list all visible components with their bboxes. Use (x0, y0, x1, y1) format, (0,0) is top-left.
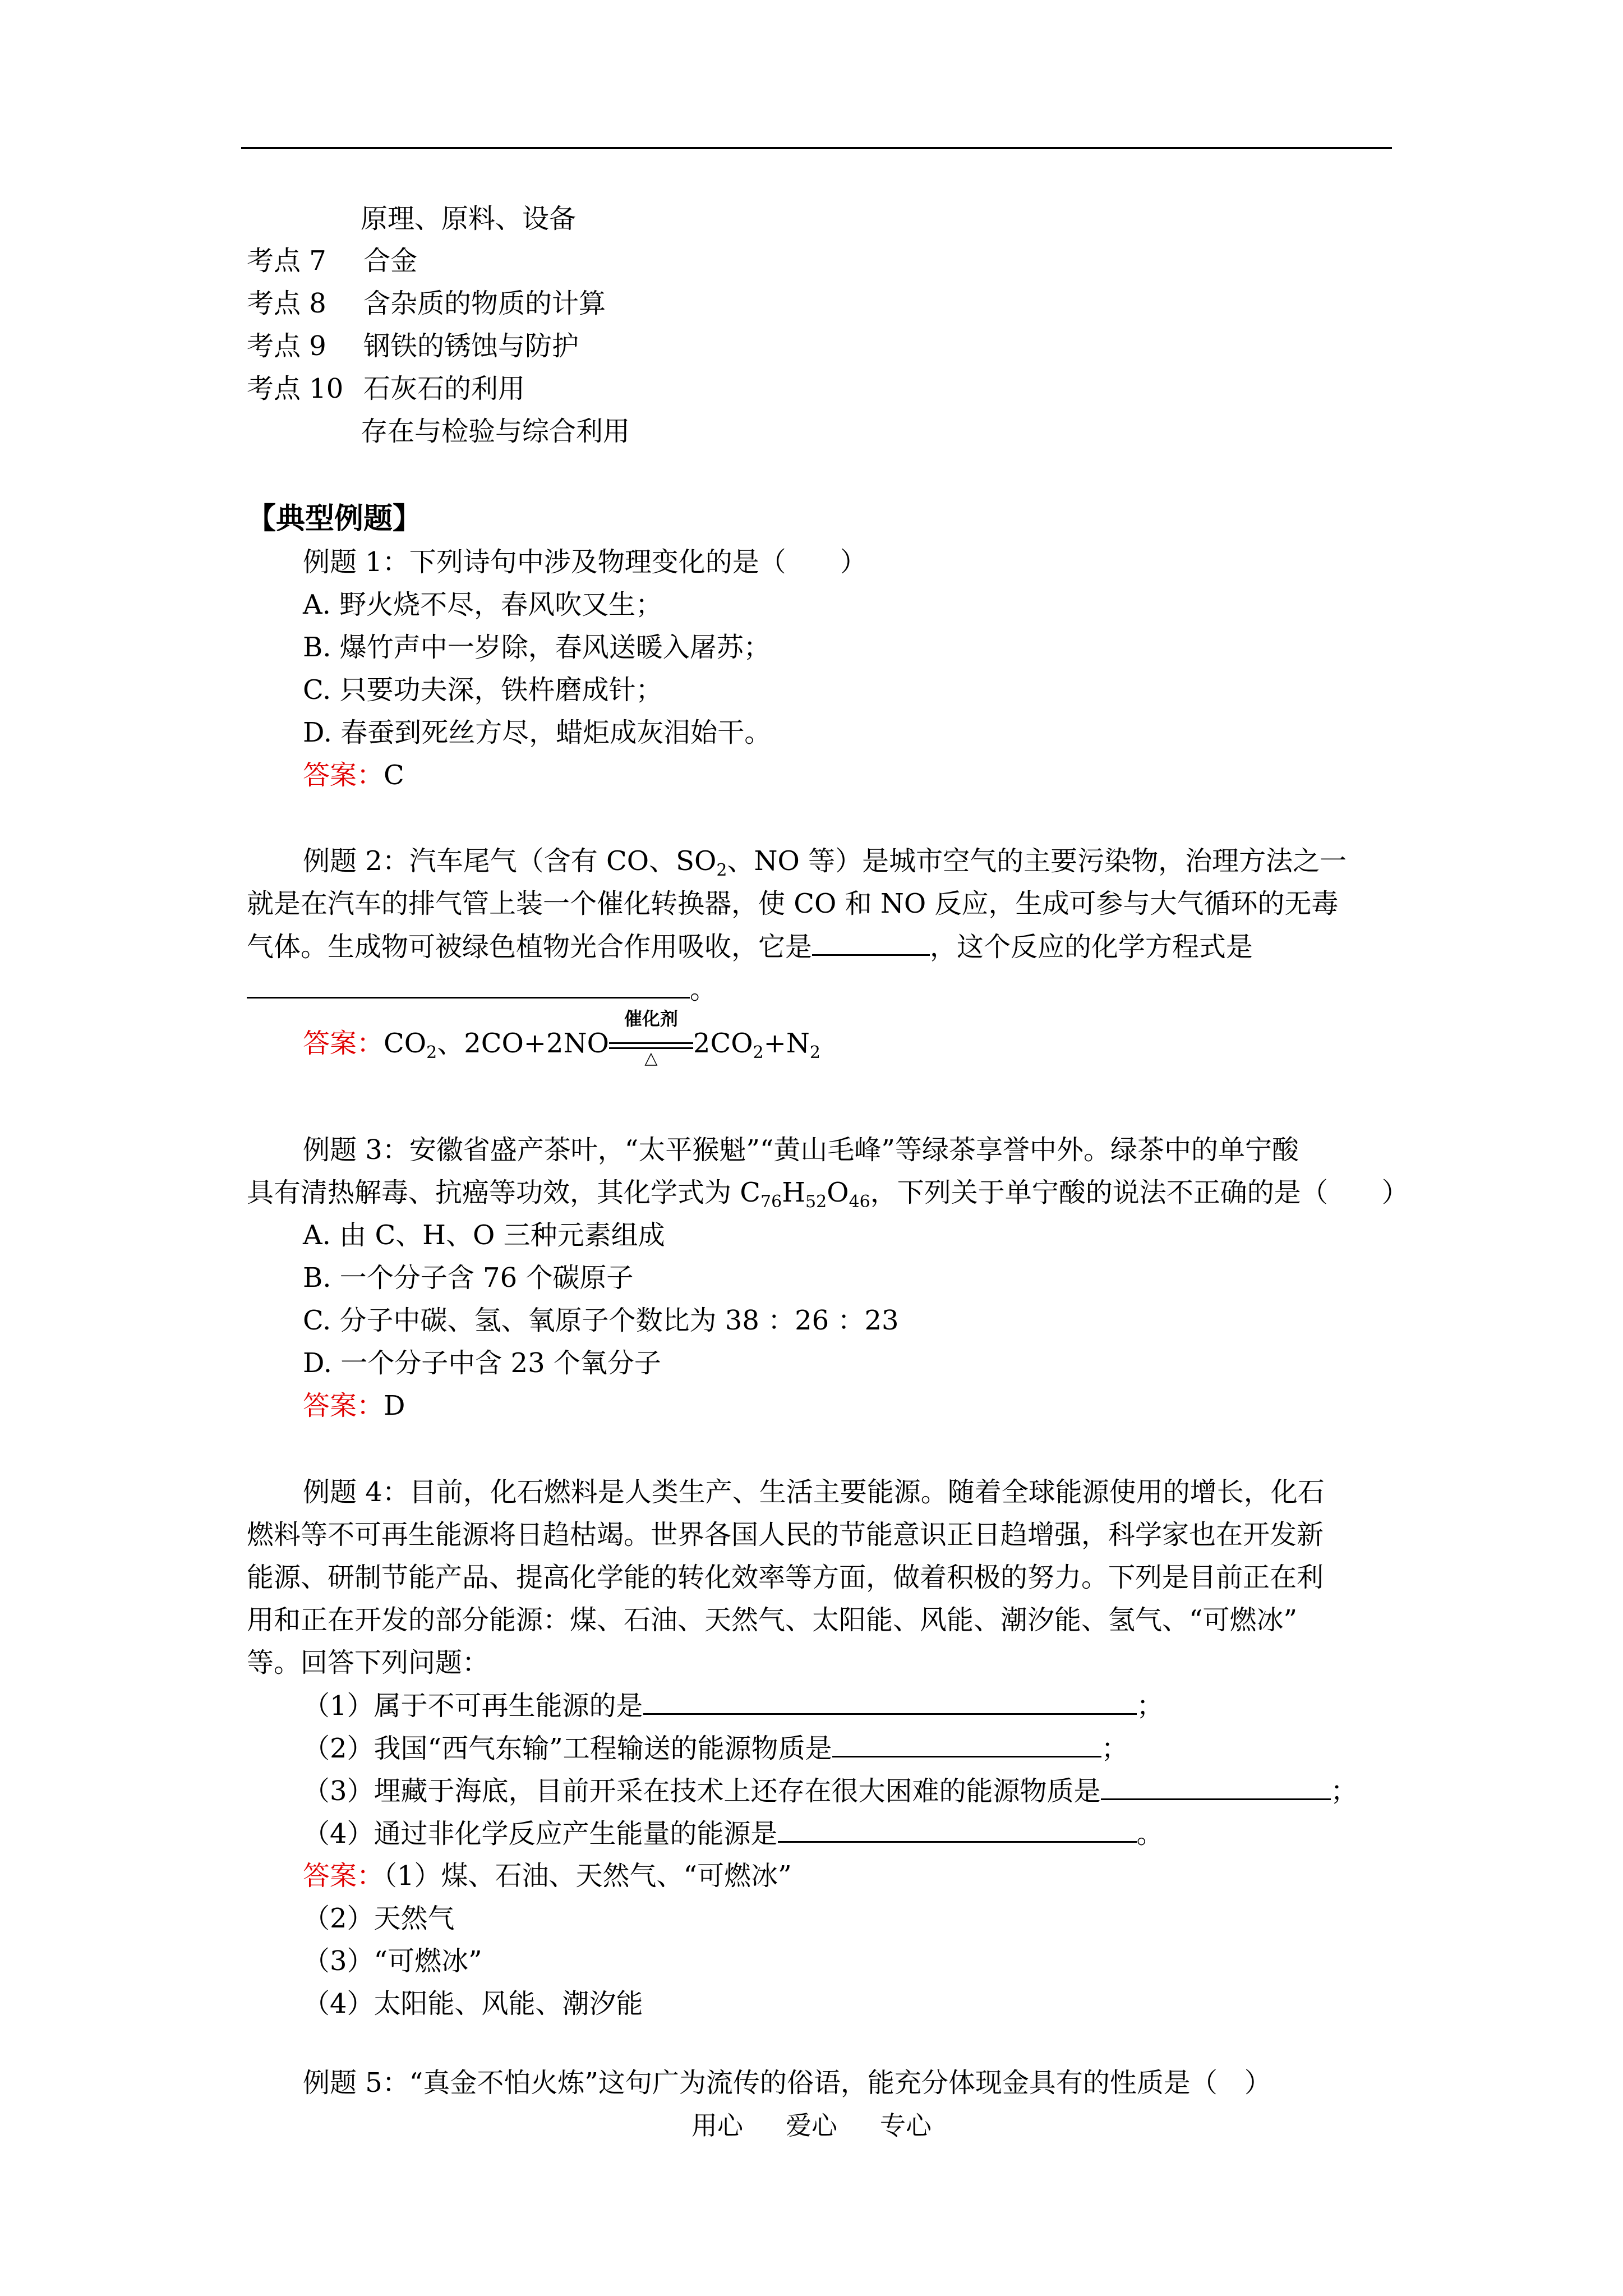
ex1-answer (303, 758, 404, 792)
page-footer (0, 2105, 1623, 2142)
text: （2）我国“西气东输”工程输送的能源物质是 (303, 1733, 832, 1764)
footer-item: 爱心 (786, 2110, 837, 2141)
answer-value: （1）煤、石油、天然气、“可燃冰” (384, 1860, 792, 1892)
text: 气体。生成物可被绿色植物光合作用吸收，它是 (247, 931, 813, 963)
ex4-line-5: 等。回答下列问题： (247, 1647, 490, 1678)
kaodian-text: 钢铁的锈蚀与防护 (363, 330, 579, 362)
ex4-line-4: 用和正在开发的部分能源：煤、石油、天然气、太阳能、风能、潮汐能、氢气、“可燃冰” (247, 1604, 1298, 1636)
kaodian-item (247, 372, 525, 406)
kaodian-item (247, 287, 606, 320)
subscript: 2 (809, 1043, 820, 1062)
kaodian-number: 考点 7 (247, 245, 326, 277)
kaodian-item (247, 329, 579, 363)
heat-symbol: △ (644, 1048, 658, 1068)
fill-blank[interactable] (812, 930, 930, 956)
text: 、NO 等）是城市空气的主要污染物，治理方法之一 (727, 845, 1347, 877)
text: ； (1330, 1775, 1358, 1807)
subscript: 2 (426, 1043, 437, 1062)
subscript: 52 (805, 1192, 827, 1212)
ex3-option-b: B. 一个分子含 76 个碳原子 (303, 1262, 634, 1294)
fill-blank[interactable] (643, 1688, 1137, 1715)
kaodian-text: 合金 (363, 245, 418, 277)
ex4-answer-1 (303, 1859, 792, 1893)
ex4-answer-4: （4）太阳能、风能、潮汐能 (303, 1988, 643, 2019)
formula: 、2CO+2NO (437, 1028, 609, 1059)
answer-value: D (384, 1390, 405, 1421)
ex4-question-1 (303, 1688, 1164, 1723)
ex1-option-b: B. 爆竹声中一岁除，春风送暖入屠苏； (303, 632, 771, 663)
subscript: 46 (849, 1192, 870, 1212)
answer-label: 答案： (303, 1028, 384, 1059)
text: （3）埋藏于海底，目前开采在技术上还存在很大困难的能源物质是 (303, 1775, 1101, 1807)
ex4-question-2 (303, 1731, 1128, 1765)
kaodian-text: 含杂质的物质的计算 (363, 288, 606, 319)
kaodian-continuation-top: 原理、原料、设备 (361, 203, 577, 234)
kaodian-item (247, 244, 417, 278)
fill-blank[interactable] (1101, 1774, 1331, 1800)
text: （1）属于不可再生能源的是 (303, 1690, 643, 1722)
ex3-answer (303, 1389, 405, 1423)
kaodian-number: 考点 9 (247, 330, 326, 362)
subscript: 2 (753, 1043, 764, 1062)
ex3-line-2 (247, 1176, 1409, 1212)
ex2-line-2: 就是在汽车的排气管上装一个催化转换器，使 CO 和 NO 反应，生成可参与大气循环的无毒 (247, 888, 1339, 919)
ex3-option-a: A. 由 C、H、O 三种元素组成 (303, 1220, 665, 1251)
ex4-answer-3: （3）“可燃冰” (303, 1945, 482, 1977)
footer-item: 专心 (880, 2110, 932, 2141)
formula: 2CO (693, 1028, 753, 1059)
ex1-question: 例题 1：下列诗句中涉及物理变化的是（ ） (303, 546, 867, 578)
kaodian-number: 考点 8 (247, 288, 326, 319)
answer-label: 答案： (303, 1860, 384, 1892)
text: ，下列关于单宁酸的说法不正确的是（ ） (870, 1177, 1409, 1208)
text: H (782, 1177, 806, 1208)
ex5-question: 例题 5：“真金不怕火炼”这句广为流传的俗语，能充分体现金具有的性质是（ ） (303, 2067, 1271, 2099)
text: ； (1101, 1733, 1128, 1764)
ex2-line-3 (247, 930, 1253, 964)
ex4-question-4 (303, 1816, 1164, 1851)
ex3-option-d: D. 一个分子中含 23 个氧分子 (303, 1347, 661, 1379)
fill-blank[interactable] (247, 972, 690, 999)
ex4-line-2: 燃料等不可再生能源将日趋枯竭。世界各国人民的节能意识正日趋增强，科学家也在开发新 (247, 1519, 1324, 1550)
reaction-arrow (609, 1007, 693, 1068)
ex2-line-4 (247, 972, 717, 1006)
ex1-option-c: C. 只要功夫深，铁杵磨成针； (303, 674, 663, 706)
header-rule (241, 147, 1392, 149)
ex2-line-1 (303, 844, 1347, 878)
text: 例题 2：汽车尾气（含有 CO、SO (303, 845, 717, 877)
ex4-answer-2: （2）天然气 (303, 1903, 455, 1934)
ex4-line-1: 例题 4：目前，化石燃料是人类生产、生活主要能源。随着全球能源使用的增长，化石 (303, 1476, 1325, 1508)
ex1-option-a: A. 野火烧不尽，春风吹又生； (303, 589, 663, 620)
ex3-line-1: 例题 3：安徽省盛产茶叶，“太平猴魁”“黄山毛峰”等绿茶享誉中外。绿茶中的单宁酸 (303, 1134, 1299, 1166)
text: 。 (690, 974, 717, 1005)
subscript: 2 (716, 861, 727, 880)
formula: CO (384, 1028, 427, 1059)
catalyst-label: 催化剂 (624, 1007, 678, 1029)
text: O (827, 1177, 849, 1208)
text: ； (1136, 1690, 1164, 1722)
ex4-question-3 (303, 1774, 1358, 1808)
formula: +N (763, 1028, 810, 1059)
answer-value: C (384, 760, 404, 791)
text: （4）通过非化学反应产生能量的能源是 (303, 1818, 778, 1849)
text: ，这个反应的化学方程式是 (930, 931, 1253, 963)
ex1-option-d: D. 春蚕到死丝方尽，蜡炬成灰泪始干。 (303, 717, 772, 748)
kaodian-number: 考点 10 (247, 373, 344, 404)
fill-blank[interactable] (778, 1816, 1137, 1843)
fill-blank[interactable] (832, 1731, 1101, 1757)
footer-item: 用心 (691, 2110, 743, 2141)
section-title: 【典型例题】 (247, 501, 422, 536)
ex3-option-c: C. 分子中碳、氢、氧原子个数比为 38 ：26 ：23 (303, 1305, 899, 1336)
kaodian-text: 石灰石的利用 (363, 373, 525, 404)
text: 具有清热解毒、抗癌等功效，其化学式为 C (247, 1177, 760, 1208)
subscript: 76 (760, 1192, 782, 1212)
answer-label: 答案： (303, 760, 384, 791)
answer-label: 答案： (303, 1390, 384, 1421)
ex4-line-3: 能源、研制节能产品、提高化学能的转化效率等方面，做着积极的努力。下列是目前正在利 (247, 1562, 1324, 1593)
text: 。 (1136, 1818, 1164, 1849)
ex2-answer (303, 1007, 820, 1068)
kaodian-continuation-bottom: 存在与检验与综合利用 (361, 416, 630, 447)
